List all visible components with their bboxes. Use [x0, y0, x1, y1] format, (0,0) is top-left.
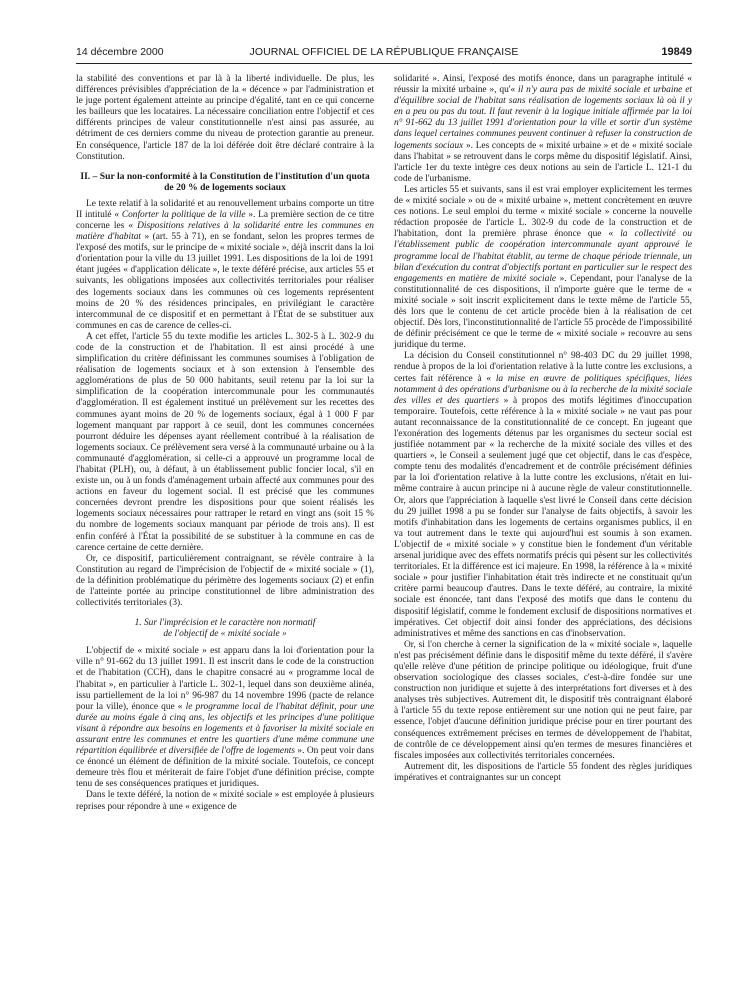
header-rule — [76, 63, 692, 64]
journal-title: JOURNAL OFFICIEL DE LA RÉPUBLIQUE FRANÇAISE — [249, 46, 519, 58]
paragraph: A cet effet, l'article 55 du texte modifie les articles L. 302-5 à L. 302-9 du code de la construction et de l'habitation. Il est ainsi procédé à une simplification du critère définissant les communes soumises à l'obligation de réalisation de logements sociaux et à son extension à l'ensemble des agglomérations de plus de 50 000 habitants, seuil retenu par la loi sur la simplification de la coopération intercommunale pour les communautés d'agglomération. Il est également institué un prélèvement sur les recettes des communes ayant moins de 20 % de logements sociaux, égal à 1 000 F par logement manquant par rapport à ce seuil, dont les communes concernées pourront déduire les dépenses ayant réellement contribué à la réalisation de logements sociaux. Ce prélèvement sera versé à la communauté urbaine ou à la communauté d'agglomération, si celle-ci a approuvé un programme local de l'habitat (PLH), ou, à défaut, à un établissement public foncier local, s'il en existe un, ou à un fonds d'aménagement urbain affecté aux communes pour des actions en faveur du logement social. Il est précisé que les communes concernées devront prendre les dispositions pour que soient réalisés les logements sociaux nécessaires pour rattraper le retard en vingt ans (soit 15 % du nombre de logements sociaux manquant par période de trois ans). Il est enfin conféré à l'État la possibilité de se substituer à la commune en cas de carence certaine de cette dernière. — [76, 331, 374, 553]
paragraph: L'objectif de « mixité sociale » est apparu dans la loi d'orientation pour la ville n° 91-662 du 13 juillet 1991. Il est inscrit dans le code de la construction et de l'habitation (CCH), dans le chapitre consacré au « programme local de l'habitat », en particulier à l'article L. 302-1, lequel dans son deuxième alinéa, issu partiellement de la loi n° 96-987 du 14 novembre 1996 (pacte de relance pour la ville), énonce que « le programme local de l'habitat définit, pour une durée au moins égale à cinq ans, les objectifs et les principes d'une politique visant à répondre aux besoins en logements et à favoriser la mixité sociale en assurant entre les communes et entre les quartiers d'une même commune une répartition équilibrée et diversifiée de l'offre de logements ». On peut voir dans ce énoncé un élément de définition de la mixité sociale. Toutefois, ce concept demeure très flou et mériterait de faire l'objet d'une définition précise, compte tenu de ses conséquences pratiques et juridiques. — [76, 646, 374, 790]
paragraph: la stabilité des conventions et par là à la liberté individuelle. De plus, les différences prévisibles d'appréciation de la « décence » par l'administration et le juge portent également atteinte au principe d'égalité, tant en ce qui concerne les bailleurs que les locataires. La nécessaire conciliation entre l'objectif et ces différents principes de valeur constitutionnelle n'est ainsi pas assurée, au détriment de ces derniers comme du niveau de protection garantie au preneur. En conséquence, l'article 187 de la loi déférée doit être déclaré contraire à la Constitution. — [76, 74, 374, 162]
paragraph: Les articles 55 et suivants, sans il est vrai employer explicitement les termes de « mixité sociale » ou de « mixité urbaine », mettent concrètement en œuvre ces notions. Le seul emploi du terme « mixité sociale » concerne la nouvelle rédaction proposée de l'article L. 302-9 du code de la construction et de l'habitation, dont la première phrase énonce que « la collectivité ou l'établissement public de coopération intercommunale ayant approuvé le programme local de l'habitat établit, au terme de chaque période triennale, un bilan d'exécution du contrat d'objectifs portant en particulier sur le respect des engagements en matière de mixité sociale ». Cependant, pour l'analyse de la constitutionnalité de ces dispositions, il n'importe guère que le terme de « mixité sociale » soit inscrit explicitement dans le texte même de l'article 55, dès lors que le contenu de cet article procède bien à la réalisation de cet objectif. Dès lors, l'inconstitutionnalité de l'article 55 procède de l'impossibilité de définir précisément ce que le terme de « mixité sociale » recouvre au sens juridique du terme. — [394, 184, 692, 351]
paragraph: Or, si l'on cherche à cerner la signification de la « mixité sociale », laquelle n'est pas précisément définie dans le dispositif même du texte déféré, il s'avère qu'elle relève d'une pétition de principe politique ou idéologique, fruit d'une observation sociologique des classes sociales, c'est-à-dire fondée sur une construction non juridique et sujette à des interprétations fort diverses et à des analyses très subjectives. Autrement dit, le dispositif très contraignant élaboré à l'article 55 du texte repose entièrement sur une notion qui ne peut faire, par essence, l'objet d'aucune définition juridique précise pour en tirer pourtant des conséquences extrêmement précises en termes de développement de l'habitat, de contrôle de ce développement ainsi qu'en termes de mesures financières et fiscales imposées aux collectivités territoriales concernées. — [394, 639, 692, 761]
paragraph: Autrement dit, les dispositions de l'article 55 fondent des règles juridiques impératives et contraignantes sur un concept — [394, 761, 692, 783]
section-title: II. – Sur la non-conformité à la Constitution de l'institution d'un quota de 20 % de logements sociaux — [80, 170, 370, 193]
header-date: 14 décembre 2000 — [76, 46, 164, 58]
paragraph: solidarité ». Ainsi, l'exposé des motifs énonce, dans un paragraphe intitulé « réussir la mixité urbaine », qu'« il n'y aura pas de mixité sociale et urbaine et d'équilibre social de l'habitat sans réalisation de logements sociaux là où il y en a peu ou pas du tout. Il faut revenir à la logique initiale affirmée par la loi n° 91-662 du 13 juillet 1991 d'orientation pour la ville et sortir d'un système dans lequel certaines communes peuvent continuer à refuser la construction de logements sociaux ». Les concepts de « mixité urbaine » et de « mixité sociale dans l'habitat » se retrouvent dans le corps même du dispositif législatif. Ainsi, l'article 1er du texte intègre ces deux notions au sein de l'article L. 121-1 du code de l'urbanisme. — [394, 74, 692, 184]
paragraph: La décision du Conseil constitutionnel n° 98-403 DC du 29 juillet 1998, rendue à propos de la loi d'orientation relative à la lutte contre les exclusions, a certes fait référence à « la mise en œuvre de politiques spécifiques, liées notamment à des opérations d'urbanisme ou à la recherche de la mixité sociale des villes et des quartiers » à propos des motifs légitimes d'inoccupation temporaire. Toutefois, cette référence à la « mixité sociale » ne vaut pas pour autant reconnaissance de la constitutionnalité de ce concept. En jugeant que l'exonération des logements détenus par les organismes du secteur social est justifiée notamment par « la recherche de la mixité sociale des villes et des quartiers », le Conseil a seulement jugé que cet objectif, dans le cas d'espèce, compte tenu des modalités d'encadrement et de contrôle précisément définies par la loi d'orientation relative à la lutte contre les exclusions, n'était en lui-même contraire à aucun principe ni à aucune règle de valeur constitutionnelle. Or, alors que l'appréciation à laquelle s'est livré le Conseil dans cette décision du 29 juillet 1998 a pu se fonder sur l'analyse de faits objectifs, à savoir les motifs d'inhabitation dans les logements de certains organismes publics, il en va tout autrement dans le texte qui aujourd'hui est soumis à son examen. L'objectif de « mixité sociale » y constitue bien le fondement d'un véritable arsenal juridique avec des effets normatifs précis qui pèsent sur les collectivités territoriales. Et la différence est ici majeure. En 1998, la référence à la « mixité sociale » pour justifier l'inhabitation était très indirecte et ne constituait qu'un critère parmi beaucoup d'autres. Dans le texte déféré, au contraire, la mixité sociale est énoncée, tant dans l'exposé des motifs que dans le contenu du dispositif législatif, comme le fondement exclusif de dispositions normatives et impératives. Cet objectif doit ainsi fonder des appréciations, des décisions administratives et même des sanctions en cas d'inobservation. — [394, 351, 692, 639]
page-header — [76, 46, 692, 62]
paragraph: Or, ce dispositif, particulièrement contraignant, se révèle contraire à la Constitution au regard de l'imprécision de l'objectif de « mixité sociale » (1), de la définition problématique du périmètre des logements sociaux (2) et enfin de l'atteinte portée au principe constitutionnel de libre administration des collectivités territoriales (3). — [76, 553, 374, 609]
left-column — [76, 74, 374, 813]
subsection-title: 1. Sur l'imprécision et le caractère non normatif de l'objectif de « mixité sociale » — [134, 618, 316, 640]
right-column — [394, 74, 692, 784]
paragraph: Le texte relatif à la solidarité et au renouvellement urbains comporte un titre II intitulé « Conforter la politique de la ville ». La première section de ce titre concerne les « Dispositions relatives à la solidarité entre les communes en matière d'habitat » (art. 55 à 71), en se fondant, selon les propres termes de l'exposé des motifs, sur le principe de « mixité sociale », déjà inscrit dans la loi d'orientation pour la ville du 13 juillet 1991. Les dispositions de la loi de 1991 étant jugées « d'application délicate », le texte déféré précise, aux articles 55 et suivants, les obligations imposées aux collectivités territoriales pour réaliser des logements sociaux dans les communes où ces logements représentent moins de 20 % des résidences principales, en privilégiant le caractère intercommunal de ce dispositif et en permettant à l'État de se substituer aux communes en cas de carence de celles-ci. — [76, 198, 375, 331]
page-number: 19849 — [661, 46, 692, 58]
paragraph: Dans le texte déféré, la notion de « mixité sociale » est employée à plusieurs reprises pour répondre à une « exigence de — [76, 790, 374, 812]
